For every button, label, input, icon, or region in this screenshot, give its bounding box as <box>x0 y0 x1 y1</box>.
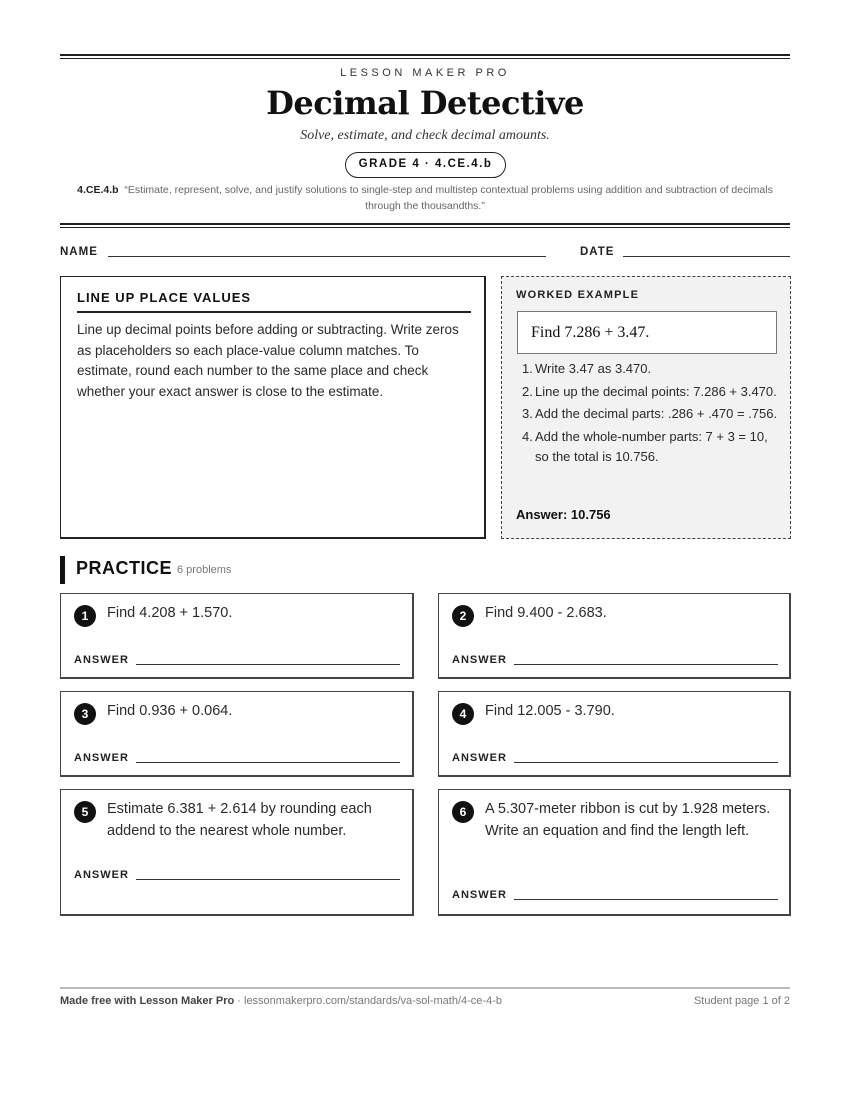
problem-number-badge: 5 <box>74 801 96 823</box>
line-up-heading: LINE UP PLACE VALUES <box>77 290 471 313</box>
name-label: NAME <box>60 246 98 258</box>
practice-accent-bar <box>60 556 65 584</box>
answer-label: ANSWER <box>452 889 507 901</box>
worked-example-heading: WORKED EXAMPLE <box>516 289 640 301</box>
problem-text: Estimate 6.381 + 2.614 by rounding each addend to the nearest whole number. <box>107 801 372 839</box>
step-text: Write 3.47 as 3.470. <box>535 361 652 376</box>
name-field[interactable] <box>108 256 546 257</box>
standard-code: 4.CE.4.b <box>77 184 119 196</box>
grade-badge: GRADE 4 · 4.CE.4.b <box>345 152 506 178</box>
worked-example-step <box>516 404 778 425</box>
problem-card-3 <box>60 691 414 777</box>
step-text: Add the decimal parts: .286 + .470 = .756. <box>535 406 778 421</box>
worksheet-title: Decimal Detective <box>266 84 584 122</box>
problem-card-2 <box>438 593 791 679</box>
date-label: DATE <box>580 246 615 258</box>
answer-field[interactable] <box>136 762 400 763</box>
worked-example-answer: Answer: 10.756 <box>516 507 611 522</box>
step-number: 2. <box>522 383 533 399</box>
footer-url: lessonmakerpro.com/standards/va-sol-math/4-ce-4-b <box>244 995 502 1007</box>
answer-label: ANSWER <box>74 654 129 666</box>
problem-card-5 <box>60 789 414 916</box>
brand-name: LESSON MAKER PRO <box>340 67 510 79</box>
step-text: Add the whole-number parts: 7 + 3 = 10, so the total is 10.756. <box>535 428 768 464</box>
worksheet-subtitle: Solve, estimate, and check decimal amounts. <box>300 128 550 143</box>
footer-page-number: Student page 1 of 2 <box>693 995 790 1007</box>
step-number: 3. <box>522 406 533 421</box>
worked-example-step <box>516 427 778 468</box>
problem-number-badge: 3 <box>74 703 96 725</box>
problem-text: A 5.307-meter ribbon is cut by 1.928 meters. Write an equation and find the length left. <box>485 801 771 839</box>
worked-example-steps <box>516 359 778 470</box>
worked-example-step <box>516 382 778 403</box>
standard-text: “Estimate, represent, solve, and justify solutions to single-step and multistep contextual problems using addition and subtraction of decimals through the thousandths.” <box>124 184 773 212</box>
answer-field[interactable] <box>136 664 400 665</box>
answer-label: ANSWER <box>74 869 129 881</box>
answer-label: ANSWER <box>452 654 507 666</box>
problem-number-badge: 4 <box>452 703 474 725</box>
problem-text: Find 0.936 + 0.064. <box>107 703 233 719</box>
answer-label: ANSWER <box>452 752 507 764</box>
problem-number-badge: 1 <box>74 605 96 627</box>
answer-field[interactable] <box>514 762 778 763</box>
step-text: Line up the decimal points: 7.286 + 3.470. <box>535 383 777 399</box>
worked-example-box <box>501 276 791 539</box>
problem-card-1 <box>60 593 414 679</box>
standard-description <box>66 182 784 214</box>
problem-number-badge: 2 <box>452 605 474 627</box>
problem-number-badge: 6 <box>452 801 474 823</box>
date-field[interactable] <box>623 256 790 257</box>
line-up-place-values-box <box>60 276 486 539</box>
header-bottom-rule <box>60 223 790 228</box>
problem-text: Find 9.400 - 2.683. <box>485 605 607 621</box>
footer-separator: · <box>234 995 244 1007</box>
practice-count: 6 problems <box>177 564 232 576</box>
problem-card-6 <box>438 789 791 916</box>
worked-example-problem: Find 7.286 + 3.47. <box>517 311 777 354</box>
worked-example-step <box>516 359 778 380</box>
problem-text: Find 12.005 - 3.790. <box>485 703 615 719</box>
header-top-rule <box>60 54 790 59</box>
answer-field[interactable] <box>514 664 778 665</box>
footer-credit <box>60 995 502 1007</box>
step-number: 1. <box>522 361 533 376</box>
line-up-text: Line up decimal points before adding or subtracting. Write zeros as placeholders so each place-value column matches. To estimate, round each number to the same place and check whether your exact answer is close to the estimate. <box>77 322 459 399</box>
footer-made-with: Made free with Lesson Maker Pro <box>60 995 235 1007</box>
answer-field[interactable] <box>136 879 400 880</box>
practice-heading: PRACTICE <box>76 558 173 578</box>
answer-field[interactable] <box>514 899 778 900</box>
problem-text: Find 4.208 + 1.570. <box>107 605 233 621</box>
problem-card-4 <box>438 691 791 777</box>
footer-rule <box>60 987 790 989</box>
step-number: 4. <box>522 428 533 444</box>
answer-label: ANSWER <box>74 752 129 764</box>
